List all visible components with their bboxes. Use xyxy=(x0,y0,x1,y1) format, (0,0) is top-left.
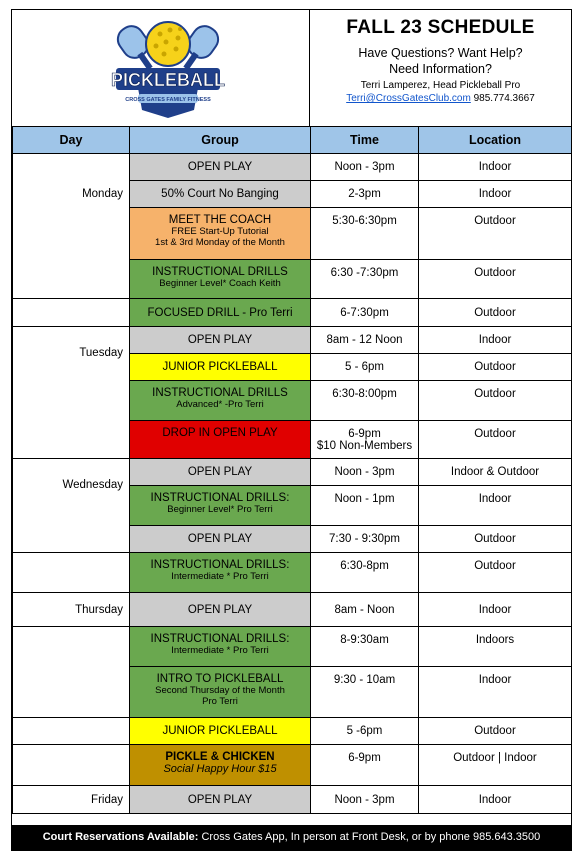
table-row xyxy=(13,553,572,593)
location-cell: Outdoor xyxy=(419,381,572,421)
time-cell: Noon - 3pm xyxy=(311,786,419,814)
group-cell xyxy=(130,208,311,260)
day-cell xyxy=(13,627,130,718)
location-cell: Outdoor xyxy=(419,299,572,327)
group-cell: OPEN PLAY xyxy=(130,593,311,627)
location-cell: Outdoor xyxy=(419,718,572,745)
day-cell xyxy=(13,553,130,593)
location-cell: Indoor xyxy=(419,667,572,718)
location-cell: Indoor xyxy=(419,486,572,526)
day-tuesday: Tuesday xyxy=(13,327,130,459)
group-cell: OPEN PLAY xyxy=(130,327,311,354)
header-group: Group xyxy=(130,127,311,154)
header-location: Location xyxy=(419,127,572,154)
time-cell: 6-7:30pm xyxy=(311,299,419,327)
info-cell xyxy=(310,10,571,126)
table-row xyxy=(13,745,572,786)
group-sub: Social Happy Hour $15 xyxy=(163,763,277,775)
time-cell: 5 -6pm xyxy=(311,718,419,745)
location-cell: Indoor & Outdoor xyxy=(419,459,572,486)
time-cell: 2-3pm xyxy=(311,181,419,208)
logo-cell xyxy=(12,10,310,126)
logo-text: PICKLEBALL xyxy=(111,70,225,90)
group-title: MEET THE COACH xyxy=(168,214,272,226)
group-sub-2: Pro Terri xyxy=(202,696,238,707)
group-cell xyxy=(130,381,311,421)
table-row xyxy=(13,154,572,181)
group-title: PICKLE & CHICKEN xyxy=(165,751,275,763)
day-cell xyxy=(13,718,130,745)
group-cell: OPEN PLAY xyxy=(130,526,311,553)
time-cell: 5 - 6pm xyxy=(311,354,419,381)
group-title: INSTRUCTIONAL DRILLS: xyxy=(150,633,290,645)
ball-icon xyxy=(146,22,190,66)
location-cell: Outdoor | Indoor xyxy=(419,745,572,786)
time-cell: 5:30-6:30pm xyxy=(311,208,419,260)
group-title: INSTRUCTIONAL DRILLS xyxy=(152,266,288,278)
table-row xyxy=(13,459,572,486)
time-cell: Noon - 1pm xyxy=(311,486,419,526)
email-link[interactable]: Terri@CrossGatesClub.com xyxy=(346,93,471,104)
group-title: INSTRUCTIONAL DRILLS: xyxy=(150,492,290,504)
group-title: INSTRUCTIONAL DRILLS xyxy=(152,387,288,399)
time-cell: 8am - Noon xyxy=(311,593,419,627)
question-line-2: Need Information? xyxy=(389,62,492,76)
group-title: INSTRUCTIONAL DRILLS: xyxy=(150,559,290,571)
group-cell xyxy=(130,553,311,593)
location-cell: Indoors xyxy=(419,627,572,667)
day-monday: Monday xyxy=(13,154,130,299)
table-header-row xyxy=(13,127,572,154)
group-cell: DROP IN OPEN PLAY xyxy=(130,421,311,459)
location-cell: Outdoor xyxy=(419,526,572,553)
group-cell xyxy=(130,667,311,718)
group-sub: Intermediate * Pro Terri xyxy=(171,645,269,656)
time-cell: 6:30-8pm xyxy=(311,553,419,593)
group-cell xyxy=(130,627,311,667)
footer-label: Court Reservations Available: xyxy=(42,831,199,843)
group-cell: OPEN PLAY xyxy=(130,459,311,486)
pickleball-logo xyxy=(108,18,228,118)
schedule-table xyxy=(12,126,572,814)
footer-bar xyxy=(12,825,571,850)
group-sub: Advanced* -Pro Terri xyxy=(176,399,264,410)
location-cell: Indoor xyxy=(419,181,572,208)
time-cell: 6:30-8:00pm xyxy=(311,381,419,421)
header xyxy=(12,10,571,126)
footer-text: Cross Gates App, In person at Front Desk, or by phone 985.643.3500 xyxy=(201,831,541,843)
location-cell: Indoor xyxy=(419,154,572,181)
day-wednesday: Wednesday xyxy=(13,459,130,553)
phone-number: 985.774.3667 xyxy=(473,93,535,104)
group-sub: FREE Start-Up Tutorial xyxy=(171,226,269,237)
question-text xyxy=(310,45,571,77)
location-cell: Indoor xyxy=(419,786,572,814)
time-main: 6-9pm xyxy=(348,428,381,440)
table-row xyxy=(13,718,572,745)
logo-subtext: CROSS GATES FAMILY FITNESS xyxy=(125,97,211,103)
time-cell: 8-9:30am xyxy=(311,627,419,667)
location-cell: Indoor xyxy=(419,593,572,627)
table-row xyxy=(13,627,572,667)
time-cell: 6-9pm xyxy=(311,745,419,786)
table-row xyxy=(13,593,572,627)
group-cell: FOCUSED DRILL - Pro Terri xyxy=(130,299,311,327)
group-cell: JUNIOR PICKLEBALL xyxy=(130,718,311,745)
time-cell xyxy=(311,421,419,459)
group-cell xyxy=(130,486,311,526)
time-note: $10 Non-Members xyxy=(316,440,413,452)
group-title: INTRO TO PICKLEBALL xyxy=(156,673,284,685)
group-sub: Beginner Level* Pro Terri xyxy=(167,504,273,515)
table-row xyxy=(13,786,572,814)
group-cell xyxy=(130,260,311,299)
time-cell: 8am - 12 Noon xyxy=(311,327,419,354)
group-sub: Intermediate * Pro Terri xyxy=(171,571,269,582)
group-cell: 50% Court No Banging xyxy=(130,181,311,208)
day-friday: Friday xyxy=(13,786,130,814)
day-cell xyxy=(13,745,130,786)
group-cell: OPEN PLAY xyxy=(130,154,311,181)
group-cell: JUNIOR PICKLEBALL xyxy=(130,354,311,381)
day-cell xyxy=(13,299,130,327)
location-cell: Outdoor xyxy=(419,260,572,299)
location-cell: Outdoor xyxy=(419,553,572,593)
group-sub: Second Thursday of the Month xyxy=(155,685,285,696)
time-cell: Noon - 3pm xyxy=(311,154,419,181)
time-cell: Noon - 3pm xyxy=(311,459,419,486)
table-row xyxy=(13,299,572,327)
group-cell: OPEN PLAY xyxy=(130,786,311,814)
group-cell xyxy=(130,745,311,786)
location-cell: Outdoor xyxy=(419,354,572,381)
time-cell: 9:30 - 10am xyxy=(311,667,419,718)
time-cell: 7:30 - 9:30pm xyxy=(311,526,419,553)
schedule-title: FALL 23 SCHEDULE xyxy=(346,17,535,38)
schedule-page xyxy=(11,9,572,851)
day-thursday: Thursday xyxy=(13,593,130,627)
pro-name: Terri Lamperez, Head Pickleball Pro xyxy=(360,80,521,91)
contact-line xyxy=(310,93,571,104)
time-cell: 6:30 -7:30pm xyxy=(311,260,419,299)
header-time: Time xyxy=(311,127,419,154)
question-line-1: Have Questions? Want Help? xyxy=(358,46,523,60)
table-row xyxy=(13,327,572,354)
location-cell: Indoor xyxy=(419,327,572,354)
group-sub: Beginner Level* Coach Keith xyxy=(159,278,281,289)
header-day: Day xyxy=(13,127,130,154)
location-cell: Outdoor xyxy=(419,421,572,459)
location-cell: Outdoor xyxy=(419,208,572,260)
group-sub-2: 1st & 3rd Monday of the Month xyxy=(155,237,285,248)
